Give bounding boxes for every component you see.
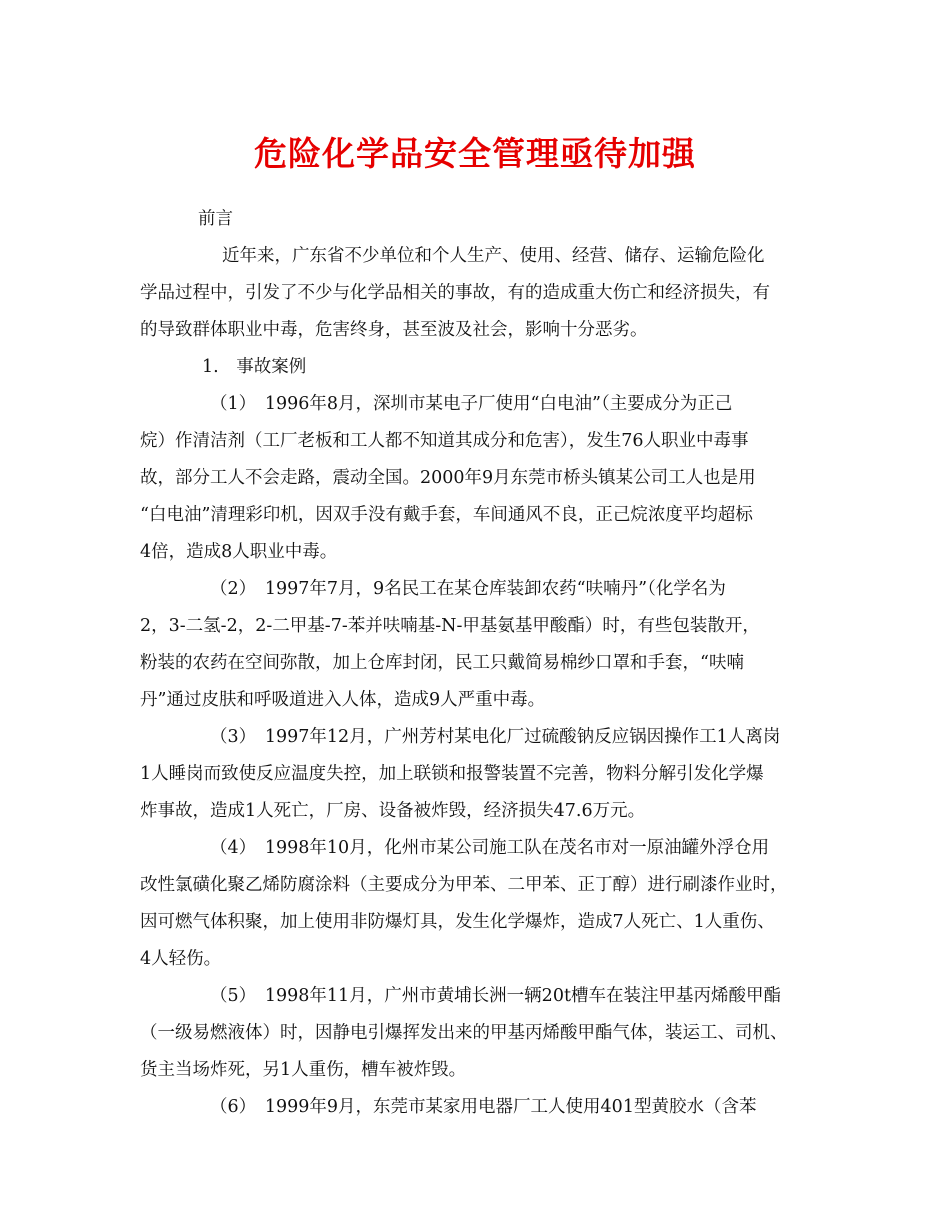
text-line: 改性氯磺化聚乙烯防腐涂料（主要成分为甲苯、二甲苯、正丁醇）进行刷漆作业时， <box>140 875 788 895</box>
text-line: 粉装的农药在空间弥散，加上仓库封闭，民工只戴简易棉纱口罩和手套，“呋喃 <box>140 653 744 673</box>
text-line: 1. 事故案例 <box>202 357 307 377</box>
text-line: 故，部分工人不会走路，震动全国。2000年9月东莞市桥头镇某公司工人也是用 <box>140 468 756 488</box>
text-line: 因可燃气体积聚，加上使用非防爆灯具，发生化学爆炸，造成7人死亡、1人重伤、 <box>140 912 775 932</box>
text-line: 4人轻伤。 <box>140 949 222 969</box>
text-line: （4） 1998年10月，化州市某公司施工队在茂名市对一原油罐外浮仓用 <box>210 838 770 858</box>
text-line: “白电油”清理彩印机，因双手没有戴手套，车间通风不良，正己烷浓度平均超标 <box>140 505 753 525</box>
text-line: （3） 1997年12月，广州芳村某电化厂过硫酸钠反应锅因操作工1人离岗 <box>210 727 781 747</box>
text-line: 前言 <box>198 209 233 229</box>
text-line: （6） 1999年9月，东莞市某家用电器厂工人使用401型黄胶水（含苯 <box>210 1097 757 1117</box>
text-line: 学品过程中，引发了不少与化学品相关的事故，有的造成重大伤亡和经济损失，有 <box>140 283 770 303</box>
text-line: （2） 1997年7月，9名民工在某仓库装卸农药“呋喃丹”（化学名为 <box>210 579 726 599</box>
document-body <box>140 201 820 1126</box>
text-line: （一级易燃液体）时，因静电引爆挥发出来的甲基丙烯酸甲酯气体，装运工、司机、 <box>140 1023 788 1043</box>
text-line: 1人睡岗而致使反应温度失控，加上联锁和报警装置不完善，物料分解引发化学爆 <box>140 764 764 784</box>
text-line: 近年来，广东省不少单位和个人生产、使用、经营、储存、运输危险化 <box>222 246 765 266</box>
text-line: 烷）作清洁剂（工厂老板和工人都不知道其成分和危害），发生76人职业中毒事 <box>140 431 749 451</box>
text-line: （5） 1998年11月，广州市黄埔长洲一辆20t槽车在装注甲基丙烯酸甲酯 <box>210 986 781 1006</box>
text-line: 2，3-二氢-2，2-二甲基-7-苯并呋喃基-N-甲基氨基甲酸酯）时，有些包装散开， <box>140 616 760 636</box>
document-title: 危险化学品安全管理亟待加强 <box>254 134 696 173</box>
text-line: 炸事故，造成1人死亡，厂房、设备被炸毁，经济损失47.6万元。 <box>140 801 646 821</box>
text-line: 的导致群体职业中毒，危害终身，甚至波及社会，影响十分恶劣。 <box>140 320 648 340</box>
text-line: 货主当场炸死，另1人重伤，槽车被炸毁。 <box>140 1060 467 1080</box>
text-line: 4倍，造成8人职业中毒。 <box>140 542 338 562</box>
text-line: 丹”通过皮肤和呼吸道进入人体，造成9人严重中毒。 <box>140 690 546 710</box>
text-line: （1） 1996年8月，深圳市某电子厂使用“白电油”（主要成分为正己 <box>210 394 733 414</box>
